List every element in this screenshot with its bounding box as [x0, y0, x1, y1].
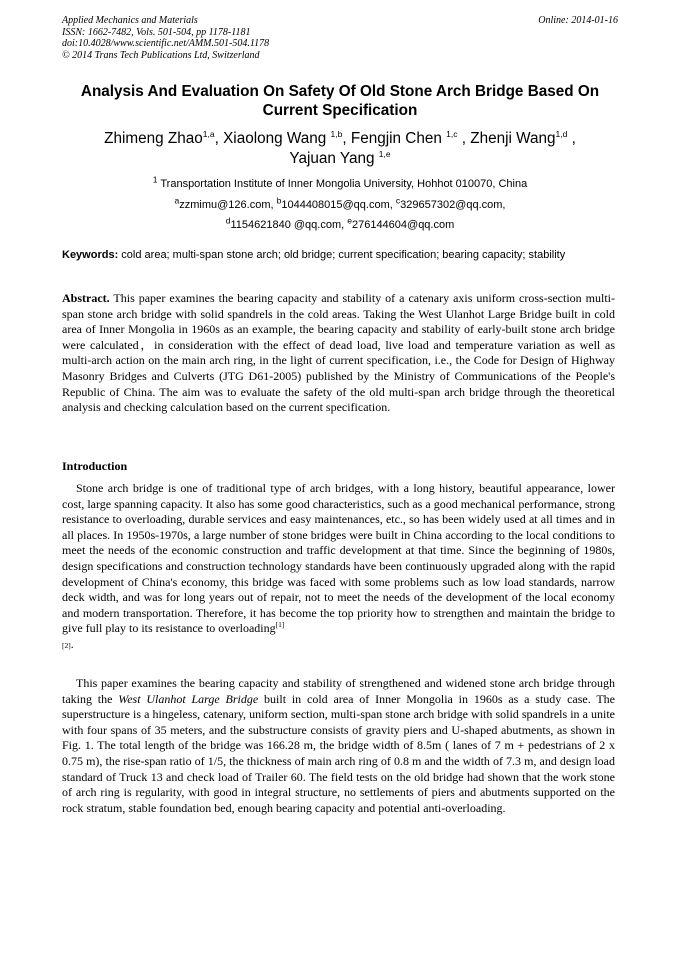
affiliation-text: Transportation Institute of Inner Mongolia University, Hohhot 010070, China	[157, 178, 528, 190]
citation-ref: [2]	[62, 640, 71, 650]
paragraph-end: .	[70, 636, 74, 651]
abstract-text: This paper examines the bearing capacity and stability of a catenary axis uniform cross-section multi-span stone arch bridge with solid spandrels in the cold areas. Taking the West Ulanhot Large Bridge built in cold area of Inner Mongolia in 1960s as an example, the bearing capacity and stability of early-built stone arch bridge were calculated，in consideration with the effect of dead load, live load and temperature variation as well as multi-arch action on the main arch ring, in the light of current specification, i.e., the Code for Design of Highway Masonry Bridges and Culverts (JTG D61-2005) published by the Ministry of Communications of the People's Republic of China. The aim was to evaluate the safety of the old multi-span arch bridge through the theoretical analysis and checking calculation based on the current specification.	[62, 291, 615, 415]
paragraph-text: This paper examines the bearing capacity and stability of strengthened and widened stone arch bridge through taking the	[62, 676, 615, 706]
affiliation-superscript: 1	[152, 174, 158, 185]
author-superscript: 1,a	[202, 128, 215, 139]
author-name: Xiaolong Wang	[223, 130, 331, 147]
keywords	[62, 248, 618, 262]
section-heading-introduction: Introduction	[62, 459, 128, 473]
author-superscript: 1,c	[446, 128, 458, 139]
author-separator: ,	[342, 130, 351, 147]
email-superscript: e	[347, 215, 352, 226]
paragraph-text: built in cold area of Inner Mongolia in 1960s as a study case. The superstructure is a hingeless, catenary, uniform section, multi-span stone arch bridge with solid spandrels in a unite with four spans of 35 meters, and the substructure consists of gravity piers and U-shaped abutments, as shown in Fig. 1. The total length of the bridge was 166.28 m, the bridge width of 8.5m ( lanes of 7 m + pedestrians of 2 x 0.75 m), the rise-span ratio of 1/5, the thickness of main arch ring of 0.8 m and the width of 7.3 m, and design load standard of Truck 13 and check load of Trailer 60. The field tests on the old bridge had shown that the work stone of arch ring is regularity, with good in integral structure, no settlements of piers and abutments supported on the rock stratum, stable foundation bed, enough bearing capacity and potential anti-overloading.	[62, 691, 616, 815]
email-superscript: d	[225, 215, 231, 226]
author-superscript: 1,e	[378, 148, 391, 159]
journal-header	[62, 15, 618, 61]
citation-ref: [1]	[275, 620, 285, 630]
introduction-paragraph-2	[62, 676, 615, 816]
author-name: Fengjin Chen	[350, 130, 447, 147]
journal-issn: ISSN: 1662-7482, Vols. 501-504, pp 1178-1181	[62, 26, 251, 38]
email-address: 329657302@qq.com,	[400, 199, 506, 211]
email-address: zzmimu@126.com,	[179, 199, 277, 211]
author-name: Zhimeng Zhao	[104, 130, 203, 147]
email-line-1	[62, 195, 618, 212]
abstract-label: Abstract.	[62, 291, 110, 305]
author-superscript: 1,b	[330, 128, 343, 139]
keywords-text: cold area; multi-span stone arch; old bridge; current specification; bearing capacity; stability	[118, 249, 566, 261]
author-name: Zhenji Wang	[470, 130, 556, 147]
online-date: Online: 2014-01-16	[538, 15, 618, 26]
author-separator: ,	[567, 130, 576, 147]
journal-name: Applied Mechanics and Materials	[62, 15, 198, 26]
keywords-label: Keywords:	[62, 249, 119, 261]
introduction-paragraph-1	[62, 481, 615, 654]
email-address: 276144604@qq.com	[351, 219, 455, 231]
author-name: Yajuan Yang	[289, 150, 379, 167]
email-address: 1044408015@qq.com,	[281, 199, 396, 211]
journal-copyright: © 2014 Trans Tech Publications Ltd, Switzerland	[62, 49, 260, 61]
email-superscript: c	[395, 195, 401, 206]
bridge-name-italic: West Ulanhot Large Bridge	[118, 691, 259, 706]
affiliation	[62, 174, 618, 191]
paper-title: Analysis And Evaluation On Safety Of Old Stone Arch Bridge Based On Current Specification	[80, 83, 600, 119]
author-separator: ,	[214, 130, 224, 147]
author-list	[62, 129, 618, 169]
email-superscript: a	[174, 195, 180, 206]
email-address: 1154621840 @qq.com,	[230, 219, 348, 231]
author-separator: ,	[457, 130, 471, 147]
email-superscript: b	[276, 195, 282, 206]
paragraph-text: Stone arch bridge is one of traditional type of arch bridges, with a long history, beautiful appearance, lower cost, large spanning capacity. It also has some good characteristics, such as a good mechanical performance, strong resistance to overloading, durable services and easy maintenances, etc., so has been widely used at all times and in all places. In 1950s-1970s, a large number of stone bridges were built in China according to the local conditions to meet the needs of the economic construction and traffic development at that time. Since the beginning of 1980s, design specifications and construction technology standards have been continuously upgraded along with the rapid development of China's economy, this bridge was faced with some problems such as low load standards, narrow deck width, and was for long years out of repair, not to meet the needs of the development of the local economy and modern transportation. Therefore, it has become the top priority how to strengthen and maintain the bridge to give full play to its resistance to overloading	[62, 481, 615, 636]
author-superscript: 1,d	[555, 128, 568, 139]
email-line-2	[62, 215, 618, 232]
journal-doi: doi:10.4028/www.scientific.net/AMM.501-504.1178	[62, 38, 270, 49]
abstract	[62, 291, 615, 416]
